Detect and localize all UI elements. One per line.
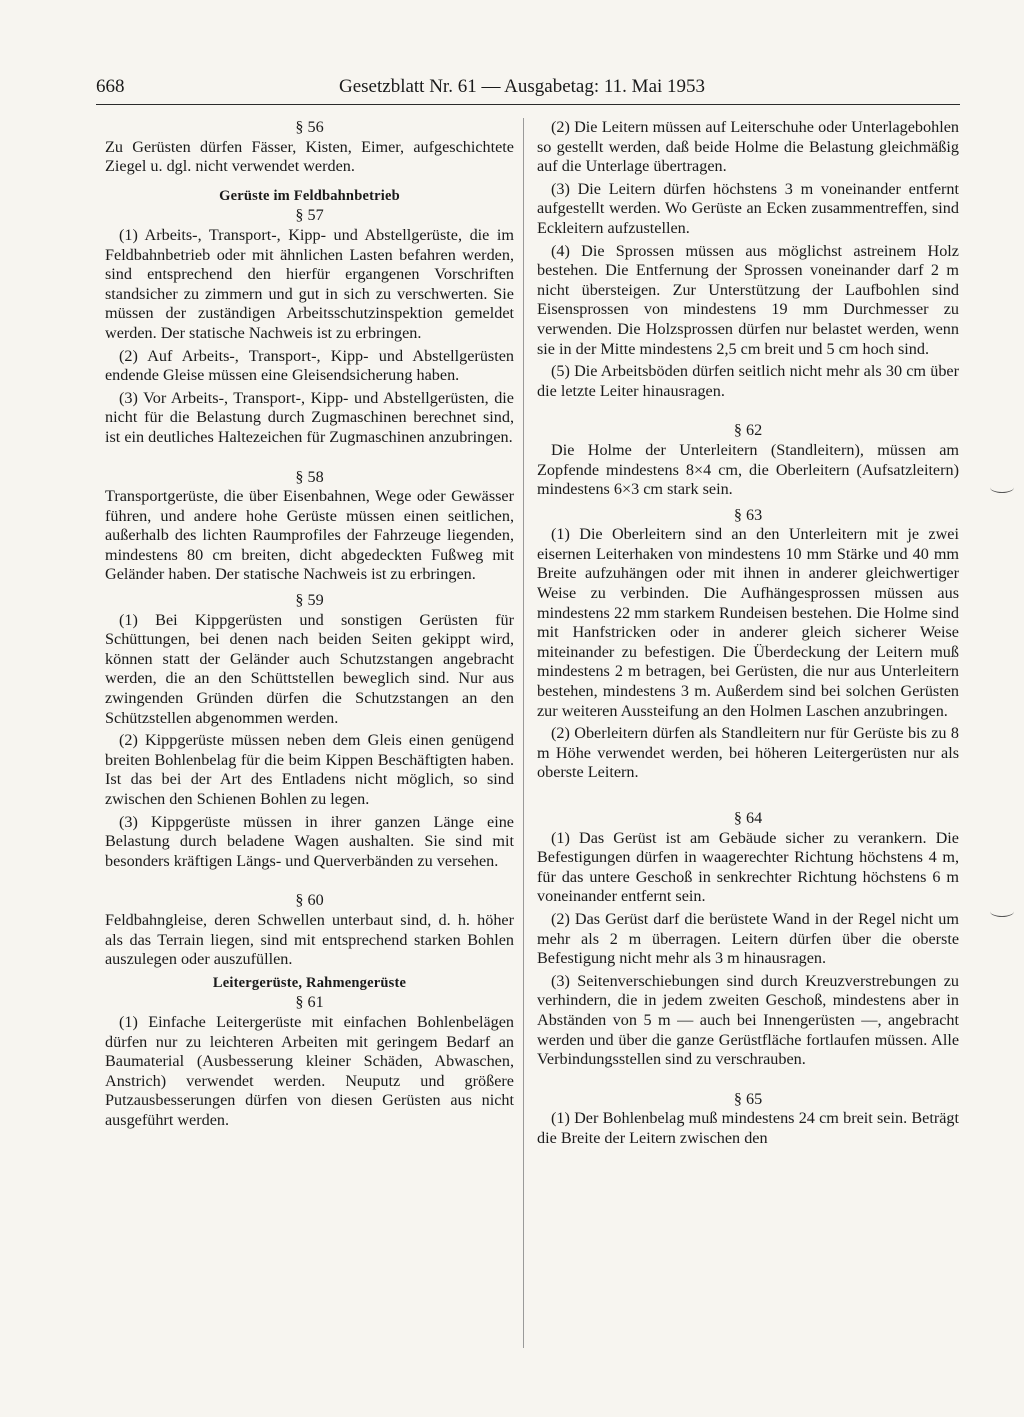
section-64-para-2: (2) Das Gerüst darf die berüstete Wand in der Regel nicht um mehr als 2 m überragen. Leitern dürfen über die oberste Befestigung nicht mehr als 3 m hinausragen. [537, 909, 959, 968]
section-61-para-4: (4) Die Sprossen müssen aus möglichst astreinem Holz bestehen. Die Entfernung der Sprossen voneinander darf 2 m nicht übersteigen. Zur Unterstützung der Laufbohlen sind Eisensprossen von mindestens 19 mm Durchmesser zu verwenden. Die Holzsprossen dürfen nur belastet werden, wenn sie in der Mitte mindestens 2,5 cm breit und 5 cm hoch sind. [537, 241, 959, 358]
right-column [537, 118, 959, 1152]
left-column [105, 118, 514, 1134]
section-61-para-5: (5) Die Arbeitsböden dürfen seitlich nicht mehr als 30 cm über die letzte Leiter hinausragen. [537, 362, 959, 400]
margin-mark [990, 482, 1014, 493]
section-63-number: § 63 [733, 505, 763, 524]
section-59-para-1: (1) Bei Kippgerüsten und sonstigen Gerüsten für Schüttungen, bei denen nach beiden Seiten gekippt wird, können statt der Geländer auch Schutzstangen angebracht werden, die an den Schüttstellen beweglich sind. Nur aus zwingenden Gründen dürfen die Schutzstangen an den Schützstellen abgenommen werden. [105, 610, 514, 727]
section-58-number: § 58 [295, 467, 324, 486]
column-divider [523, 118, 524, 1348]
section-56-number: § 56 [295, 118, 324, 136]
section-59-para-2: (2) Kippgerüste müssen neben dem Gleis einen genügend breiten Bohlenbelag für die beim Kippen Beschäftigten haben. Ist das bei der Art des Entladens nicht möglich, so sind zwischen den Schienen Bohlen zu legen. [105, 731, 514, 808]
gazette-title: Gesetzblatt Nr. 61 — Ausgabetag: 11. Mai 1953 [339, 76, 706, 97]
section-61-para-2: (2) Die Leitern müssen auf Leiterschuhe oder Unterlagebohlen so gestellt werden, daß beide Holme die Belastung gleichmäßig auf die Unterlage übertragen. [537, 118, 959, 176]
page-number: 668 [96, 76, 125, 97]
section-57-para-2: (2) Auf Arbeits-, Transport-, Kipp- und Abstellgerüsten endende Gleise müssen eine Gleisendsicherung haben. [105, 346, 514, 385]
margin-mark [990, 906, 1014, 917]
section-61-para-3: (3) Die Leitern dürfen höchstens 3 m voneinander entfernt aufgestellt werden. Wo Gerüste an Ecken zusammentreffen, sind Eckleitern aufzustellen. [537, 179, 959, 237]
section-57-para-3: (3) Vor Arbeits-, Transport-, Kipp- und Abstellgerüsten, die nicht für die Belastung durch Zugmaschinen berechnet sind, ist ein deutliches Haltezeichen für Zugmaschinen anzubringen. [105, 388, 514, 446]
section-64-para-3: (3) Seitenverschiebungen sind durch Kreuzverstrebungen zu verhindern, die in jedem zweiten Geschoß, mindestens aber in Abständen von 5 m — auch bei Innengerüsten —, angebracht werden und über die ganze Gerüstfläche fortlaufen müssen. Alle Verbindungsstellen sind zu verschrauben. [537, 971, 959, 1069]
section-63-para-2: (2) Oberleitern dürfen als Standleitern nur für Gerüste bis zu 8 m Höhe verwendet werden, bei höheren Leitergerüsten nur als oberste Leitern. [537, 724, 959, 782]
section-62-number: § 62 [733, 421, 763, 440]
section-65-para-1: (1) Der Bohlenbelag muß mindestens 24 cm breit sein. Beträgt die Breite der Leitern zwischen den [537, 1109, 959, 1147]
section-62-text: Die Holme der Unterleitern (Standleitern), müssen am Zopfende mindestens 8×4 cm, die Oberleitern (Aufsatzleitern) mindestens 6×3 cm stark sein. [537, 440, 959, 499]
section-61-para-1: (1) Einfache Leitergerüste mit einfachen Bohlenbelägen dürfen nur zu leichteren Arbeiten mit geringem Bedarf an Baumaterial (Ausbesserung kleiner Schäden, Abwaschen, Anstrich) verwendet werden. Neuputz und größere Putzausbesserungen dürfen von diesen Gerüsten aus nicht ausgeführt werden. [105, 1012, 514, 1129]
section-61-number: § 61 [295, 993, 324, 1012]
section-57-number: § 57 [295, 206, 324, 225]
header-rule [96, 104, 960, 105]
section-56-text: Zu Gerüsten dürfen Fässer, Kisten, Eimer, aufgeschichtete Ziegel u. dgl. nicht verwendet werden. [105, 137, 514, 176]
page-header [96, 76, 956, 102]
section-60-number: § 60 [295, 891, 324, 910]
section-64-number: § 64 [733, 809, 763, 827]
section-59-number: § 59 [295, 591, 324, 610]
heading-feldbahn: Gerüste im Feldbahnbetrieb [219, 187, 400, 204]
section-58-text: Transportgerüste, die über Eisenbahnen, Wege oder Gewässer führen, und andere hohe Gerüste müssen einen seitlichen, außerhalb des lichten Raumprofiles der Fahrzeuge liegenden, mindestens 80 cm breiten, dicht abgedeckten Fußweg mit Geländer haben. Der statische Nachweis ist zu erbringen. [105, 487, 514, 584]
section-57-para-1: (1) Arbeits-, Transport-, Kipp- und Abstellgerüste, die im Feldbahnbetrieb oder mit ähnlichen Lasten befahren werden, sind entsprechend den hierfür ergangenen Vorschriften standsicher zu zimmern und gut in sich zu verschwerten. Sie müssen der zuständigen Arbeitsschutzinspektion gemeldet werden. Der statische Nachweis ist zu erbringen. [105, 225, 514, 342]
section-63-para-1: (1) Die Oberleitern sind an den Unterleitern mit je zwei eisernen Leiterhaken von mindestens 10 mm Stärke und 40 mm Breite aufzuhängen oder mit ihnen in anderer gleichwertiger Weise zu verbinden. Die Aufhängesprossen müssen aus mindestens 22 mm starkem Rundeisen bestehen. Die Holme sind mit Hanfstricken oder in anderer gleich sicherer Weise miteinander zu befestigen. Die Überdeckung der Leitern muß mindestens 2 m betragen, bei Gerüsten, die nur aus Unterleitern bestehen, mindestens 3 m. Außerdem sind bei solchen Gerüsten zur weiteren Aussteifung an den Holmen Laschen anzubringen. [537, 525, 959, 720]
heading-leitergerueste: Leitergerüste, Rahmengerüste [212, 974, 407, 991]
section-59-para-3: (3) Kippgerüste müssen in ihrer ganzen Länge eine Belastung durch beladene Wagen aushalten. Sie sind mit besonders kräftigen Längs- und Querverbänden zu versehen. [105, 812, 514, 870]
section-60-text: Feldbahngleise, deren Schwellen unterbaut sind, d. h. höher als das Terrain liegen, sind mit entsprechend starken Bohlen auszulegen oder auszufüllen. [105, 910, 514, 969]
section-65-number: § 65 [733, 1089, 763, 1108]
section-64-para-1: (1) Das Gerüst ist am Gebäude sicher zu verankern. Die Befestigungen dürfen in waagerechter Richtung höchstens 4 m, für das untere Geschoß in senkrechter Richtung höchstens 6 m voneinander entfernt sein. [537, 828, 959, 906]
